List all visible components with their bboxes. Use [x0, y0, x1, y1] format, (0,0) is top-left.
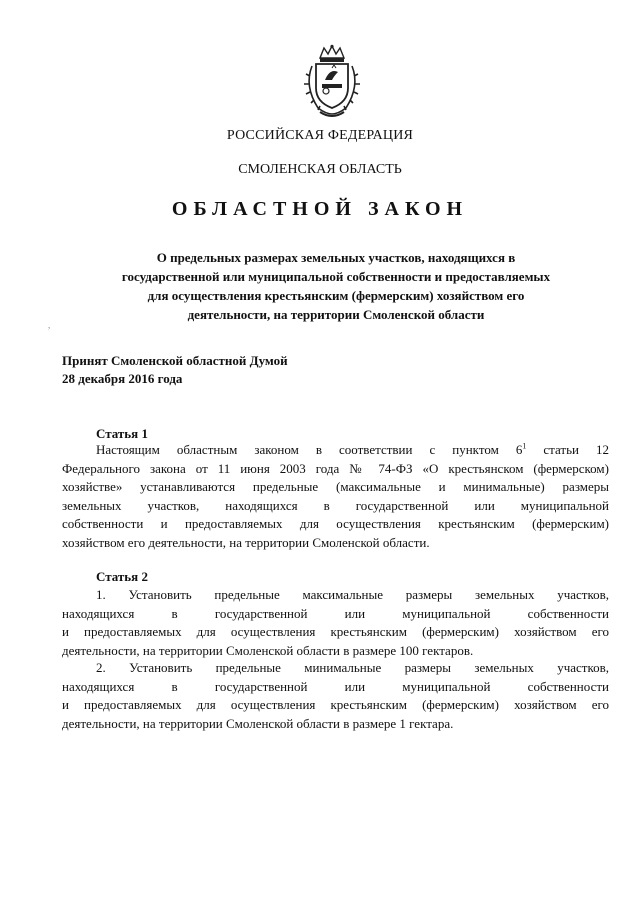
- article-2-part-2: [62, 659, 609, 733]
- article-1-line: Настоящим областным законом в соответствии с пунктом $6^1$ статьи 12: [96, 441, 609, 457]
- law-title-line: для осуществления крестьянским (фермерским) хозяйством его: [147, 288, 525, 303]
- article-1-heading: Статья 1: [96, 426, 148, 441]
- adoption-note: [62, 352, 288, 388]
- law-type-heading: ОБЛАСТНОЙ ЗАКОН: [171, 198, 469, 220]
- article-1-text: [62, 441, 609, 552]
- article-2-line: и предоставляемых для осуществления крестьянским (фермерским) хозяйством его: [62, 624, 609, 639]
- law-title: [76, 248, 596, 324]
- law-title-line: О предельных размерах земельных участков, находящихся в: [156, 250, 516, 265]
- adoption-date: 28 декабря 2016 года: [62, 371, 183, 386]
- article-1-line: земельных участков, находящихся в государственной или муниципальной: [62, 497, 609, 513]
- smolensk-coat-of-arms-icon: [296, 44, 368, 120]
- region-name: СМОЛЕНСКАЯ ОБЛАСТЬ: [238, 162, 402, 177]
- article-1-line: Федерального закона от 11 июня 2003 года № 74-ФЗ «О крестьянском (фермерском): [62, 460, 609, 476]
- footnote-superscript: 1: [522, 441, 527, 451]
- article-2-line: 2. Установить предельные минимальные размеры земельных участков,: [96, 660, 609, 675]
- adoption-body: Принят Смоленской областной Думой: [62, 353, 288, 368]
- article-2-line: находящихся в государственной или муниципальной собственности: [62, 605, 609, 621]
- country-name: РОССИЙСКАЯ ФЕДЕРАЦИЯ: [226, 128, 414, 143]
- article-2-line: деятельности, на территории Смоленской области в размере 100 гектаров.: [62, 642, 474, 658]
- article-1-line: хозяйством его деятельности, на территории Смоленской области.: [62, 534, 430, 550]
- article-1-line: хозяйстве» устанавливаются предельные (максимальные и минимальные) размеры: [62, 479, 609, 494]
- margin-mark: ,: [48, 320, 51, 330]
- article-2-line: находящихся в государственной или муниципальной собственности: [62, 678, 609, 694]
- law-title-line: деятельности, на территории Смоленской области: [187, 307, 485, 322]
- article-2-part-1: [62, 586, 609, 660]
- article-2-heading: Статья 2: [96, 569, 148, 584]
- article-2-line: 1. Установить предельные максимальные размеры земельных участков,: [96, 587, 609, 602]
- article-2-line: деятельности, на территории Смоленской области в размере 1 гектара.: [62, 715, 454, 731]
- law-title-line: государственной или муниципальной собственности и предоставляемых: [121, 269, 551, 284]
- article-1-line: собственности и предоставляемых для осуществления крестьянским (фермерским): [62, 516, 609, 531]
- article-2-line: и предоставляемых для осуществления крестьянским (фермерским) хозяйством его: [62, 697, 609, 712]
